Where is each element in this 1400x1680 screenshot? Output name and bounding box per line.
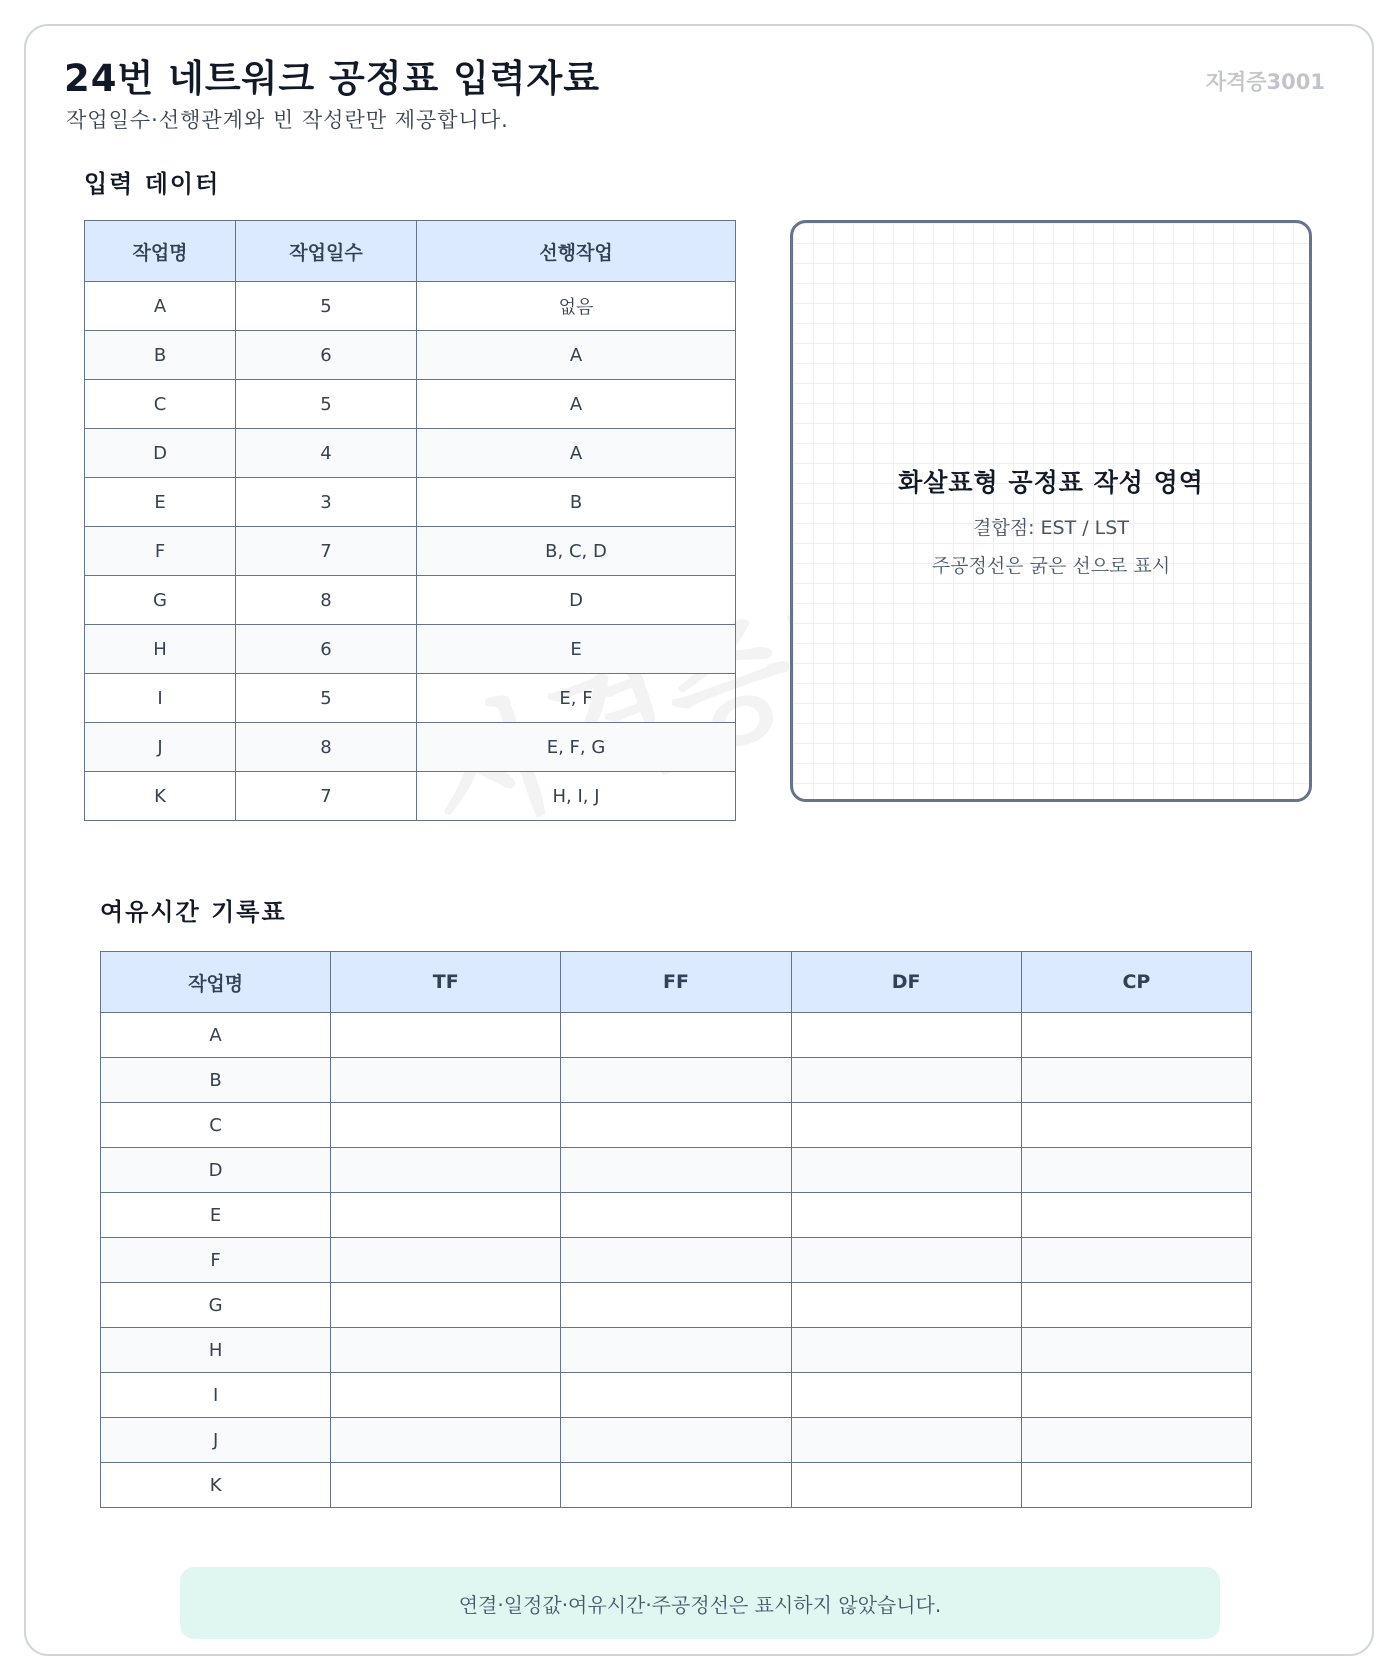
table-row xyxy=(101,1193,1252,1238)
cell-predecessor: E, F xyxy=(417,674,736,723)
cell-tf-blank[interactable] xyxy=(331,1103,561,1148)
cell-task: H xyxy=(101,1328,331,1373)
cell-df-blank[interactable] xyxy=(791,1238,1021,1283)
cell-task: F xyxy=(101,1238,331,1283)
cell-tf-blank[interactable] xyxy=(331,1238,561,1283)
cell-task: E xyxy=(85,478,236,527)
cell-task: I xyxy=(85,674,236,723)
cell-task: E xyxy=(101,1193,331,1238)
cell-tf-blank[interactable] xyxy=(331,1193,561,1238)
cell-cp-blank[interactable] xyxy=(1021,1463,1251,1508)
cell-task: D xyxy=(101,1148,331,1193)
page-subtitle: 작업일수·선행관계와 빈 작성란만 제공합니다. xyxy=(66,108,509,132)
cell-tf-blank[interactable] xyxy=(331,1148,561,1193)
input-section-title: 입력 데이터 xyxy=(84,170,221,198)
cell-df-blank[interactable] xyxy=(791,1373,1021,1418)
network-drawing-area xyxy=(790,220,1312,802)
table-row xyxy=(85,527,736,576)
table-row xyxy=(101,1463,1252,1508)
cell-ff-blank[interactable] xyxy=(561,1013,791,1058)
cell-duration: 8 xyxy=(236,576,417,625)
cell-task: G xyxy=(85,576,236,625)
cell-task: K xyxy=(85,772,236,821)
table-row xyxy=(85,576,736,625)
cell-cp-blank[interactable] xyxy=(1021,1373,1251,1418)
cell-duration: 4 xyxy=(236,429,417,478)
column-header-tf: TF xyxy=(331,952,561,1013)
cell-duration: 6 xyxy=(236,331,417,380)
table-row xyxy=(101,1013,1252,1058)
cell-cp-blank[interactable] xyxy=(1021,1238,1251,1283)
table-row xyxy=(101,1328,1252,1373)
cell-df-blank[interactable] xyxy=(791,1058,1021,1103)
cell-cp-blank[interactable] xyxy=(1021,1418,1251,1463)
cell-task: C xyxy=(101,1103,331,1148)
cell-duration: 5 xyxy=(236,282,417,331)
table-row xyxy=(85,331,736,380)
cell-task: F xyxy=(85,527,236,576)
cell-df-blank[interactable] xyxy=(791,1193,1021,1238)
cell-task: B xyxy=(101,1058,331,1103)
cell-task: B xyxy=(85,331,236,380)
cell-df-blank[interactable] xyxy=(791,1283,1021,1328)
cell-tf-blank[interactable] xyxy=(331,1373,561,1418)
cell-task: A xyxy=(85,282,236,331)
table-row xyxy=(85,380,736,429)
table-row xyxy=(85,282,736,331)
cell-df-blank[interactable] xyxy=(791,1328,1021,1373)
cell-task: D xyxy=(85,429,236,478)
cell-task: A xyxy=(101,1013,331,1058)
column-header-cp: CP xyxy=(1021,952,1251,1013)
table-row xyxy=(101,1238,1252,1283)
column-header-duration: 작업일수 xyxy=(236,221,417,282)
cell-duration: 6 xyxy=(236,625,417,674)
cell-cp-blank[interactable] xyxy=(1021,1328,1251,1373)
cell-df-blank[interactable] xyxy=(791,1103,1021,1148)
footer-note: 연결·일정값·여유시간·주공정선은 표시하지 않았습니다. xyxy=(180,1567,1220,1639)
cell-task: I xyxy=(101,1373,331,1418)
cell-predecessor: E xyxy=(417,625,736,674)
cell-tf-blank[interactable] xyxy=(331,1328,561,1373)
cell-predecessor: B xyxy=(417,478,736,527)
table-row xyxy=(101,1418,1252,1463)
cell-duration: 5 xyxy=(236,380,417,429)
column-header-task: 작업명 xyxy=(101,952,331,1013)
cell-duration: 7 xyxy=(236,772,417,821)
cell-predecessor: E, F, G xyxy=(417,723,736,772)
cell-tf-blank[interactable] xyxy=(331,1418,561,1463)
cell-predecessor: A xyxy=(417,331,736,380)
cell-task: H xyxy=(85,625,236,674)
column-header-df: DF xyxy=(791,952,1021,1013)
cell-df-blank[interactable] xyxy=(791,1418,1021,1463)
table-row xyxy=(101,1103,1252,1148)
cell-ff-blank[interactable] xyxy=(561,1148,791,1193)
cell-ff-blank[interactable] xyxy=(561,1418,791,1463)
cell-predecessor: D xyxy=(417,576,736,625)
cell-cp-blank[interactable] xyxy=(1021,1013,1251,1058)
cell-cp-blank[interactable] xyxy=(1021,1283,1251,1328)
table-row xyxy=(101,1148,1252,1193)
cell-tf-blank[interactable] xyxy=(331,1283,561,1328)
table-row xyxy=(85,723,736,772)
cell-duration: 8 xyxy=(236,723,417,772)
cell-predecessor: B, C, D xyxy=(417,527,736,576)
slack-section-title: 여유시간 기록표 xyxy=(100,898,287,926)
column-header-predecessor: 선행작업 xyxy=(417,221,736,282)
cell-task: C xyxy=(85,380,236,429)
cell-ff-blank[interactable] xyxy=(561,1193,791,1238)
cell-duration: 5 xyxy=(236,674,417,723)
cell-ff-blank[interactable] xyxy=(561,1283,791,1328)
cell-tf-blank[interactable] xyxy=(331,1463,561,1508)
cell-df-blank[interactable] xyxy=(791,1148,1021,1193)
cell-task: J xyxy=(85,723,236,772)
drawing-area-critical-path-note: 주공정선은 굵은 선으로 표시 xyxy=(931,555,1171,577)
cell-cp-blank[interactable] xyxy=(1021,1103,1251,1148)
cell-duration: 3 xyxy=(236,478,417,527)
cell-df-blank[interactable] xyxy=(791,1463,1021,1508)
cell-ff-blank[interactable] xyxy=(561,1463,791,1508)
cell-cp-blank[interactable] xyxy=(1021,1148,1251,1193)
cell-duration: 7 xyxy=(236,527,417,576)
table-row xyxy=(101,1283,1252,1328)
cell-task: K xyxy=(101,1463,331,1508)
source-badge: 자격증3001 xyxy=(1205,70,1325,94)
cell-task: G xyxy=(101,1283,331,1328)
input-data-table xyxy=(84,220,736,821)
column-header-task: 작업명 xyxy=(85,221,236,282)
table-row xyxy=(85,625,736,674)
table-row xyxy=(85,478,736,527)
cell-predecessor: H, I, J xyxy=(417,772,736,821)
cell-tf-blank[interactable] xyxy=(331,1058,561,1103)
cell-cp-blank[interactable] xyxy=(1021,1193,1251,1238)
cell-predecessor: A xyxy=(417,380,736,429)
cell-cp-blank[interactable] xyxy=(1021,1058,1251,1103)
cell-predecessor: A xyxy=(417,429,736,478)
table-row xyxy=(85,674,736,723)
table-row xyxy=(85,772,736,821)
drawing-area-node-note: 결합점: EST / LST xyxy=(973,517,1129,539)
cell-df-blank[interactable] xyxy=(791,1013,1021,1058)
table-header-row xyxy=(101,952,1252,1013)
cell-predecessor: 없음 xyxy=(417,282,736,331)
table-header-row xyxy=(85,221,736,282)
cell-ff-blank[interactable] xyxy=(561,1058,791,1103)
cell-ff-blank[interactable] xyxy=(561,1238,791,1283)
table-row xyxy=(101,1058,1252,1103)
cell-task: J xyxy=(101,1418,331,1463)
column-header-ff: FF xyxy=(561,952,791,1013)
slack-time-table xyxy=(100,951,1252,1508)
cell-ff-blank[interactable] xyxy=(561,1373,791,1418)
page-title: 24번 네트워크 공정표 입력자료 xyxy=(64,57,601,100)
table-row xyxy=(85,429,736,478)
cell-ff-blank[interactable] xyxy=(561,1328,791,1373)
drawing-area-title: 화살표형 공정표 작성 영역 xyxy=(898,468,1204,497)
cell-tf-blank[interactable] xyxy=(331,1013,561,1058)
cell-ff-blank[interactable] xyxy=(561,1103,791,1148)
table-row xyxy=(101,1373,1252,1418)
